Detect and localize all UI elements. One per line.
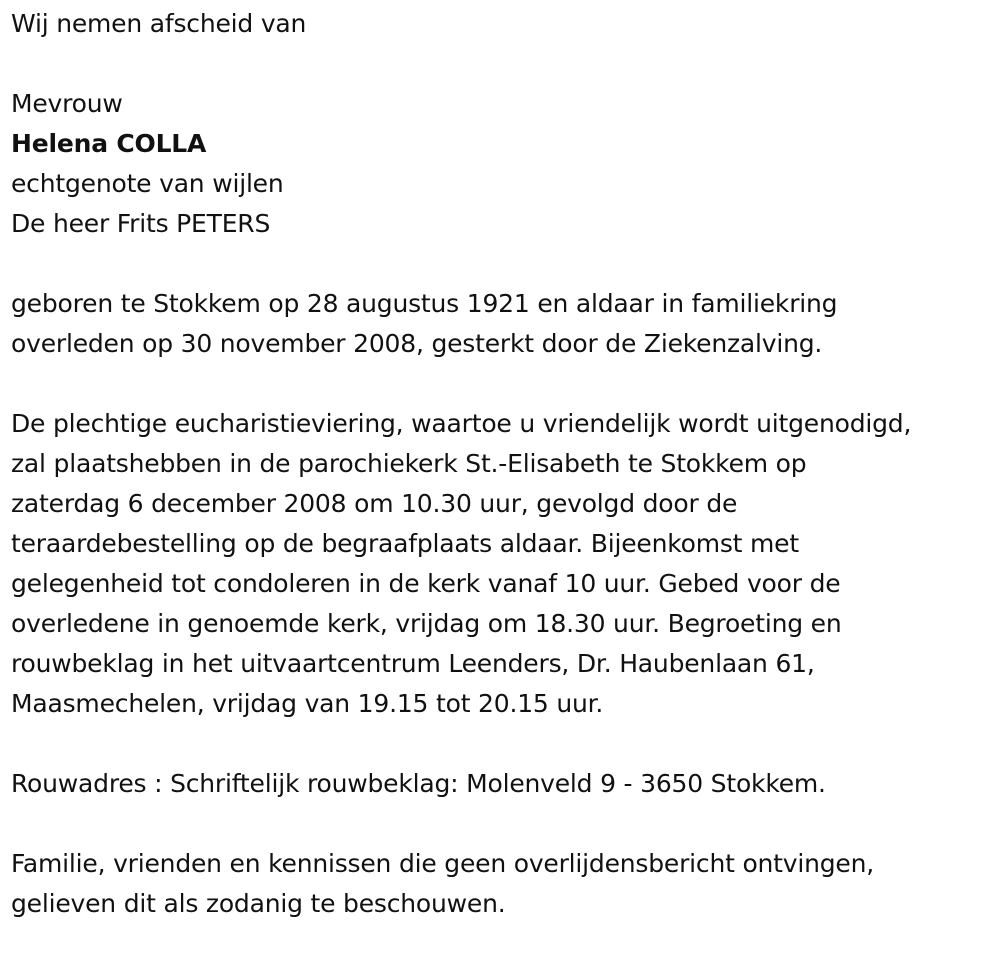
paragraph-line: gelieven dit als zodanig te beschouwen. [11,889,506,918]
spacer [11,724,996,764]
paragraph-line: Familie, vrienden en kennissen die geen overlijdensbericht ontvingen, [11,849,875,878]
ceremony-paragraph [11,404,996,724]
closing-paragraph [11,844,996,924]
paragraph-line: overledene in genoemde kerk, vrijdag om 18.30 uur. Begroeting en [11,609,842,638]
paragraph-line: zaterdag 6 december 2008 om 10.30 uur, gevolgd door de [11,489,738,518]
intro-text: Wij nemen afscheid van [11,9,307,38]
paragraph-line: teraardebestelling op de begraafplaats aldaar. Bijeenkomst met [11,529,799,558]
relation-text: echtgenote van wijlen [11,169,284,198]
paragraph-line: rouwbeklag in het uitvaartcentrum Leenders, Dr. Haubenlaan 61, [11,649,815,678]
paragraph-line: overleden op 30 november 2008, gesterkt door de Ziekenzalving. [11,329,823,358]
spacer [11,44,996,84]
obituary-notice [11,4,996,924]
birth-death-paragraph [11,284,996,364]
deceased-name: Helena COLLA [11,129,207,158]
spacer [11,804,996,844]
paragraph-line: Maasmechelen, vrijdag van 19.15 tot 20.15 uur. [11,689,604,718]
spacer [11,244,996,284]
paragraph-line: zal plaatshebben in de parochiekerk St.-Elisabeth te Stokkem op [11,449,807,478]
paragraph-line: gelegenheid tot condoleren in de kerk vanaf 10 uur. Gebed voor de [11,569,841,598]
paragraph-line: De plechtige eucharistieviering, waartoe u vriendelijk wordt uitgenodigd, [11,409,912,438]
spouse-name: De heer Frits PETERS [11,209,271,238]
mourning-address: Rouwadres : Schriftelijk rouwbeklag: Molenveld 9 - 3650 Stokkem. [11,769,826,798]
honorific: Mevrouw [11,89,123,118]
paragraph-line: geboren te Stokkem op 28 augustus 1921 en aldaar in familiekring [11,289,838,318]
spacer [11,364,996,404]
